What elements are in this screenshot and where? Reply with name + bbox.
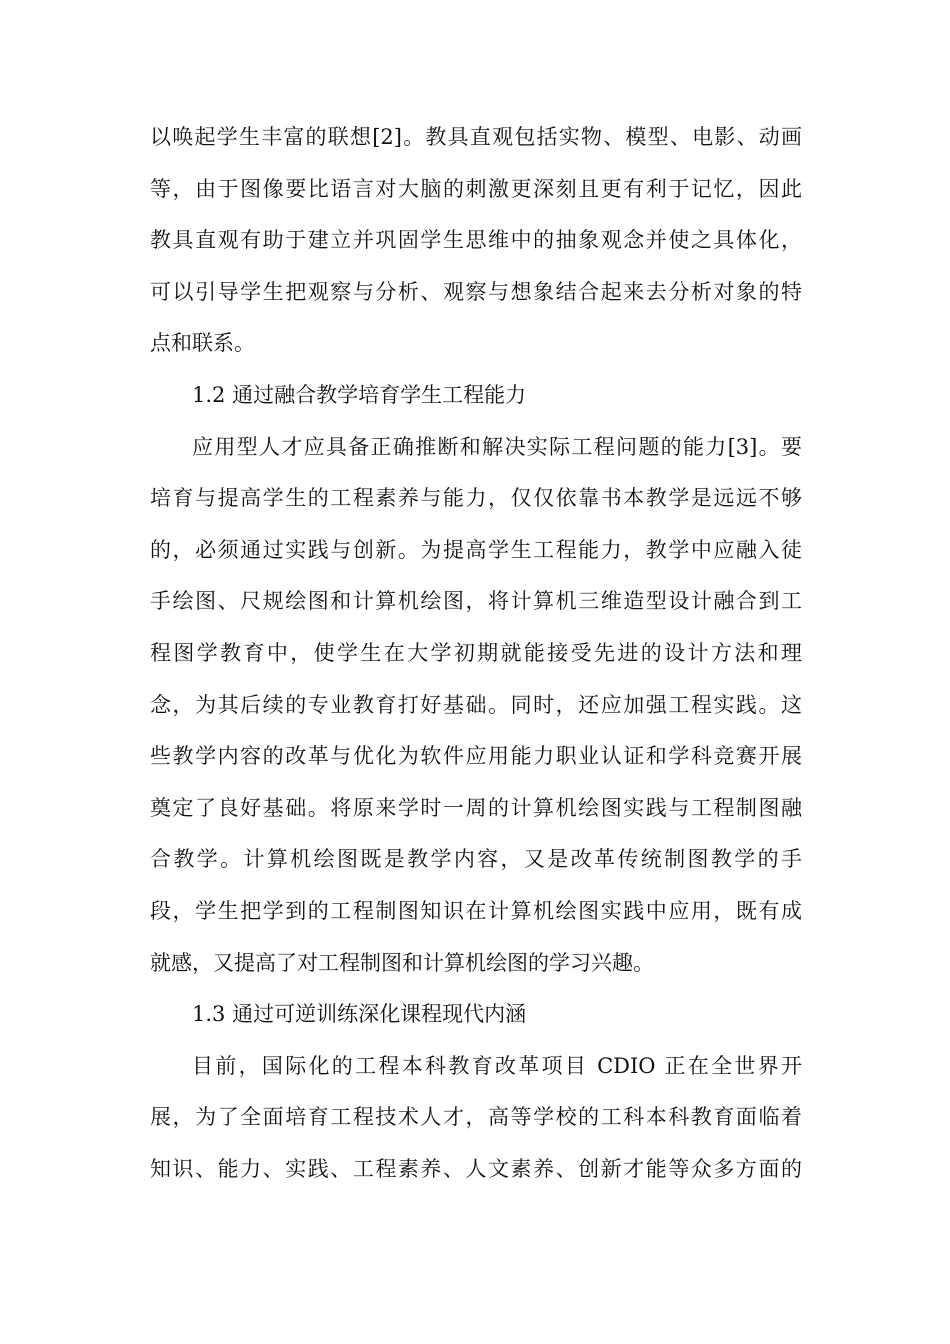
text-line: 奠定了良好基础。将原来学时一周的计算机绘图实践与工程制图融 xyxy=(150,795,802,820)
text-column xyxy=(150,112,802,1195)
body-paragraph xyxy=(150,112,802,370)
text-line: 以唤起学生丰富的联想[2]。教具直观包括实物、模型、电影、动画 xyxy=(150,125,802,149)
text-line: 合教学。计算机绘图既是教学内容，又是改革传统制图教学的手 xyxy=(150,847,802,872)
text-line: 等，由于图像要比语言对大脑的刺激更深刻且更有利于记忆，因此 xyxy=(150,176,802,201)
text-line: 程图学教育中，使学生在大学初期就能接受先进的设计方法和理 xyxy=(150,640,802,665)
body-paragraph xyxy=(150,1041,802,1196)
text-line: 目前，国际化的工程本科教育改革项目 CDIO 正在全世界开 xyxy=(192,1053,802,1078)
section-heading xyxy=(150,370,802,422)
text-line: 手绘图、尺规绘图和计算机绘图，将计算机三维造型设计融合到工 xyxy=(150,589,802,614)
body-paragraph xyxy=(150,422,802,990)
heading-text: 1.3 通过可逆训练深化课程现代内涵 xyxy=(192,1002,527,1027)
text-line: 展，为了全面培育工程技术人才，高等学校的工科本科教育面临着 xyxy=(150,1105,802,1130)
text-line: 培育与提高学生的工程素养与能力，仅仅依靠书本教学是远远不够 xyxy=(150,486,802,511)
text-line: 些教学内容的改革与优化为软件应用能力职业认证和学科竞赛开展 xyxy=(150,744,802,769)
text-line: 段，学生把学到的工程制图知识在计算机绘图实践中应用，既有成 xyxy=(150,898,802,923)
text-line: 念，为其后续的专业教育打好基础。同时，还应加强工程实践。这 xyxy=(150,692,802,717)
text-line: 点和联系。 xyxy=(150,331,255,356)
section-heading xyxy=(150,989,802,1041)
text-line: 可以引导学生把观察与分析、观察与想象结合起来去分析对象的特 xyxy=(150,279,802,304)
text-line: 的，必须通过实践与创新。为提高学生工程能力，教学中应融入徒 xyxy=(150,537,802,562)
heading-text: 1.2 通过融合教学培育学生工程能力 xyxy=(192,382,527,407)
text-line: 就感，又提高了对工程制图和计算机绘图的学习兴趣。 xyxy=(150,950,654,975)
text-line: 教具直观有助于建立并巩固学生思维中的抽象观念并使之具体化， xyxy=(150,228,802,253)
text-line: 应用型人才应具备正确推断和解决实际工程问题的能力[3]。要 xyxy=(192,434,802,459)
text-line: 知识、能力、实践、工程素养、人文素养、创新才能等众多方面的 xyxy=(150,1156,802,1181)
